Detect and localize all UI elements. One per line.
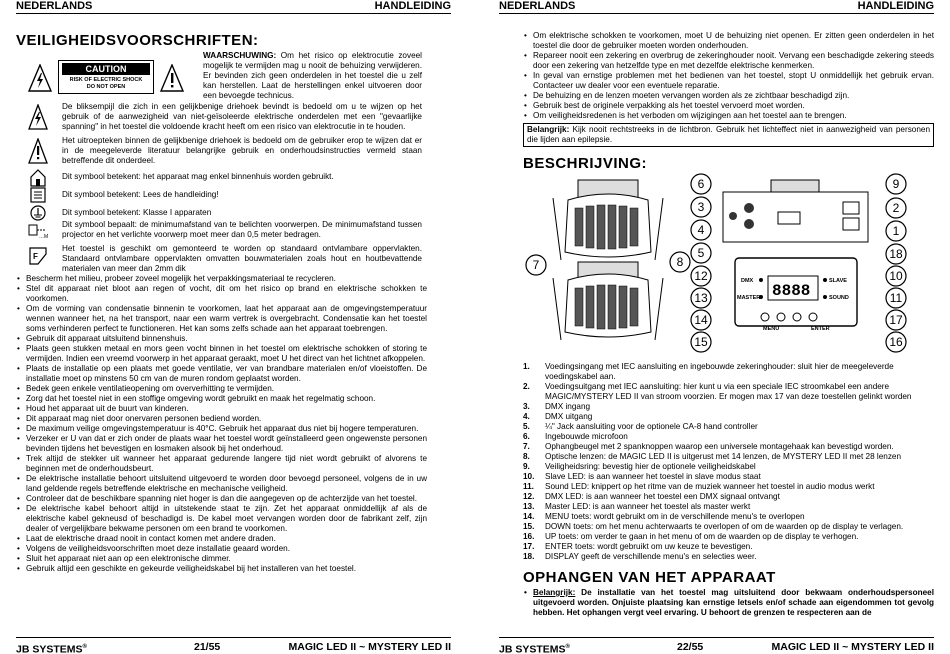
list-item: 8. Optische lenzen: de MAGIC LED II is uitgerust met 14 lenzen, de MYSTERY LED II met 28 lenzen: [523, 452, 902, 461]
flammable-surface-icon: [28, 246, 48, 266]
important-note-box: [523, 123, 934, 147]
page-footer: [16, 637, 451, 653]
symbol-distance-text: Dit symbool bepaalt: de minimumafstand van te belichten voorwerpen. De minimumafstand tussen projector en het verlichte voorwerp moet meer dan 0,5 meter bedragen.: [62, 220, 422, 239]
list-item: • De maximum veilige omgevingstemperatuur is 40°C. Gebruik het apparaat dus niet bij hogere temperaturen.: [16, 424, 427, 434]
list-item: 3. DMX ingang: [523, 402, 591, 411]
list-item: 18. DISPLAY geeft de verschillende menu's en selecties weer.: [523, 552, 757, 561]
svg-text:5: 5: [697, 246, 705, 260]
svg-text:16: 16: [889, 335, 903, 349]
svg-text:10: 10: [889, 269, 903, 283]
list-item: • Houd het apparaat uit de buurt van kinderen.: [16, 404, 427, 414]
list-item: 14. MENU toets: wordt gebruikt om in de verschillende menu's te overlopen: [523, 512, 805, 521]
svg-text:…M: …M: [39, 234, 48, 240]
svg-text:15: 15: [694, 335, 708, 349]
list-item: • In geval van ernstige problemen met het bedienen van het toestel, stopt U onmiddellijk het gebruik ervan. Contacteer uw dealer voor een eventuele reparatie.: [523, 71, 934, 91]
list-item: • Trek altijd de stekker uit wanneer het apparaat gedurende langere tijd niet wordt gebruikt of alvorens te beginnen met de onderhoudsbeurt.: [16, 454, 427, 474]
list-item: 10. Slave LED: is aan wanneer het toestel in slave modus staat: [523, 472, 761, 481]
svg-text:6: 6: [697, 177, 705, 191]
caution-sub-2: DO NOT OPEN: [86, 84, 126, 90]
list-item: 12. DMX LED: is aan wanneer het toestel een DMX signaal ontvangt: [523, 492, 780, 501]
footer-brand: JB SYSTEMS®: [16, 643, 87, 654]
svg-text:11: 11: [889, 291, 903, 305]
panel-master-label: MASTER: [737, 295, 761, 301]
list-item: 5. ¼" Jack aansluiting voor de optionele CA-8 hand controller: [523, 422, 758, 431]
list-item: 11. Sound LED: knippert op het ritme van de muziek wanneer het toestel in audio modus werkt: [523, 482, 875, 491]
fixture-illustration-top: [553, 180, 663, 260]
svg-text:2: 2: [892, 201, 900, 215]
svg-text:4: 4: [697, 223, 705, 237]
lightning-triangle-icon: [28, 104, 48, 130]
list-item: • De elektrische kabel behoort altijd in uitstekende staat te zijn. Zet het apparaat onmiddellijk af als de elektrische kabel gekneusd of beschadigd is. De kabel moet vervangen worden door de fabrikant zelf, zijn dealer of vergelijkbare bekwame personen om een brand te voorkomen.: [16, 504, 427, 534]
caution-label-box: [58, 60, 154, 94]
fixture-illustration-bottom: [553, 262, 663, 340]
list-item: 16. UP toets: om verder te gaan in het menu of om de waarden op de display te verhogen.: [523, 532, 859, 541]
list-item: • Bedek geen enkele ventilatieopening om oververhitting te vermijden.: [16, 384, 427, 394]
panel-slave-label: SLAVE: [829, 278, 847, 284]
caution-label: CAUTION: [62, 63, 150, 75]
page-number: 21/55: [194, 641, 221, 653]
footer-brand: JB SYSTEMS®: [499, 643, 570, 654]
caution-sub-1: RISK OF ELECTRIC SHOCK: [69, 77, 143, 83]
exclamation-paragraph: Het uitroepteken binnen de gelijkbenige driehoek is bedoeld om de gebruiker erop te wijzen dat er in de meegeleverde literatuur belangrijke gebruik en onderhoudsinstructies vermeld staan betreffende dit onderdeel.: [62, 136, 422, 165]
section-title-safety: VEILIGHEIDSVOORSCHRIFTEN:: [16, 32, 259, 49]
svg-text:13: 13: [694, 291, 708, 305]
list-item: • Om de vorming van condensatie binnenin te voorkomen, laat het apparaat aan de omgevingstemperatuur wennen wanneer het, na het transport, naar een warm vertrek is overgebracht. Condensatie kan het toestel soms verhinderen perfect te functioneren. Het kan soms zelfs schade aan het apparaat toebrengen.: [16, 304, 427, 334]
footer-model: MAGIC LED II ~ MYSTERY LED II: [771, 641, 934, 653]
svg-text:14: 14: [694, 313, 708, 327]
svg-text:12: 12: [694, 269, 708, 283]
list-item: 1. Voedingsingang met IEC aansluiting en ingebouwde zekeringhouder: sluit hier de meegeleverde voedingskabel aan.: [523, 362, 894, 381]
list-item: 15. DOWN toets: om het menu achterwaarts te overlopen of om de waarden op de display te verlagen.: [523, 522, 904, 531]
panel-dmx-label: DMX: [741, 278, 754, 284]
list-item: 7. Ophangbeugel met 2 spanknoppen waarop een universele montagehaak kan bevestigd worden.: [523, 442, 894, 451]
svg-text:17: 17: [889, 313, 903, 327]
indoor-house-icon: [30, 169, 46, 187]
list-item: • Zorg dat het toestel niet in een stoffige omgeving wordt gebruikt en maak het regelmatig schoon.: [16, 394, 427, 404]
symbol-mount-text: Het toestel is geschikt om gemonteerd te worden op standaard ontvlambare oppervlakten. Standaard ontvlambare oppervlakten omvatten bouwmaterialen zoals hout en houtbevattende materialen van meer dan 2mm dik: [62, 244, 422, 273]
list-item: • Gebruik dit apparaat uitsluitend binnenshuis.: [16, 334, 427, 344]
list-item: • De behuizing en de lenzen moeten vervangen worden als ze zichtbaar beschadigd zijn.: [523, 91, 934, 101]
important-text: Kijk nooit rechtstreeks in de lichtbron. Gebruik het lichteffect niet in aanwezigheid van personen die lijden aan epilepsie.: [527, 125, 930, 144]
important-label: Belangrijk:: [527, 125, 570, 134]
header-language: NEDERLANDS: [16, 0, 93, 12]
list-item: • Laat de elektrische draad nooit in contact komen met andere draden.: [16, 534, 427, 544]
list-item: • Repareer nooit een zekering en overbrug de zekeringhouder nooit. Vervang een beschadigde zekering steeds door een zekering van hetzelfde type en met dezelfde elektrische kenmerken.: [523, 51, 934, 71]
panel-menu-label: MENU: [763, 326, 780, 332]
warning-text: Om het risico op elektrocutie zoveel mogelijk te vermijden mag u nooit de behuizing verwijderen. Er bevinden zich geen onderdelen in het toestel die u zelf kan herstellen. Laat de herstellingen enkel uitvoeren door een bevoegde technicus.: [203, 51, 422, 100]
list-item: • Controleer dat de beschikbare spanning niet hoger is dan die aangegeven op de achterzijde van het toestel.: [16, 494, 427, 504]
panel-enter-label: ENTER: [811, 326, 830, 332]
section-title-description: BESCHRIJVING:: [523, 155, 648, 172]
lightning-paragraph: De bliksempijl die zich in een gelijkbenige driehoek bevindt is bedoeld om u te wijzen op het gebruik of de aanwezigheid van niet-geïsoleerde elektrische onderdelen met een "gevaarlijke spanning" in het toestel die voldoende kracht heeft om een risico van elektrocutie in te houden.: [62, 102, 422, 131]
parts-list: [523, 362, 934, 562]
header-manual: HANDLEIDING: [857, 0, 934, 12]
min-distance-icon: [28, 222, 48, 240]
list-item: • Volgens de veiligheidsvoorschriften moet deze installatie geaard worden.: [16, 544, 427, 554]
warning-paragraph: [203, 51, 422, 101]
safety-bullet-list: [16, 274, 427, 574]
list-item: • Om veiligheidsredenen is het verboden om wijzigingen aan het toestel aan te brengen.: [523, 111, 934, 121]
svg-text:8: 8: [676, 255, 684, 269]
list-item: • Verzeker er U van dat er zich onder de plaats waar het toestel wordt geïnstalleerd geen ongewenste personen bevinden tijdens het bevestigen en losmaken alsook bij het onderhoud.: [16, 434, 427, 454]
section-title-hanging: OPHANGEN VAN HET APPARAAT: [523, 569, 776, 586]
manual-book-icon: [30, 187, 46, 203]
warning-label: WAARSCHUWING:: [203, 51, 277, 60]
list-item: 9. Veiligheidsring: bevestig hier de optionele veiligheidskabel: [523, 462, 756, 471]
device-diagram: [523, 170, 935, 355]
exclamation-triangle-icon: [160, 64, 184, 92]
page-footer: [499, 637, 934, 653]
list-item: 13. Master LED: is aan wanneer het toestel als master werkt: [523, 502, 751, 511]
list-item: • De elektrische installatie behoort uitsluitend uitgevoerd te worden door bevoegd personeel, volgens de in uw land geldende regels betreffende elektrische en mechanische veiligheid.: [16, 474, 427, 494]
exclamation-triangle-icon: [28, 138, 48, 164]
hanging-bullet-list: [523, 588, 934, 618]
list-item: • Gebruik best de originele verpakking als het toestel vervoerd moet worden.: [523, 101, 934, 111]
list-item: • Bescherm het milieu, probeer zoveel mogelijk het verpakkingsmateriaal te recycleren.: [16, 274, 427, 284]
symbol-class-text: Dit symbool betekent: Klasse I apparaten: [62, 208, 212, 217]
list-item: • Plaats geen stukken metaal en mors geen vocht binnen in het toestel om elektrische schokken of storing te vermijden. Indien een vreemd voorwerp in het apparaat geraakt, moet U het direct van het lichtnet afkoppelen.: [16, 344, 427, 364]
list-item: • Om elektrische schokken te voorkomen, moet U de behuizing niet openen. Er zitten geen onderdelen in het toestel die door de gebruiker moeten worden onderhouden.: [523, 31, 934, 51]
svg-text:3: 3: [697, 200, 705, 214]
svg-text:F: F: [33, 252, 38, 261]
list-item: 2. Voedingsuitgang met IEC aansluiting: hier kunt u via een speciale IEC stroomkabel een andere MAGIC/MYSTERY LED II van stroom voorzien. Er mogen max 17 van deze toestellen gelinkt worden: [523, 382, 912, 401]
symbol-manual-text: Dit symbool betekent: Lees de handleiding!: [62, 190, 219, 199]
class-one-icon: [30, 205, 46, 221]
page-header: [16, 0, 451, 14]
header-language: NEDERLANDS: [499, 0, 576, 12]
list-item: 4. DMX uitgang: [523, 412, 593, 421]
svg-text:9: 9: [892, 177, 900, 191]
svg-text:1: 1: [892, 224, 900, 238]
rear-panel-illustration: [723, 180, 868, 326]
header-manual: HANDLEIDING: [374, 0, 451, 12]
list-item: • Belangrijk: De installatie van het toestel mag uitsluitend door bekwaam onderhoudspersoneel uitgevoerd worden. Onjuiste plaatsing kan ernstige letsels en/of schade aan eigendommen tot gevolg hebben. Het ophangen vergt veel ervaring. U behoort de grenzen te respecteren aan de: [523, 588, 934, 618]
list-item: • Dit apparaat mag niet door onervaren personen bediend worden.: [16, 414, 427, 424]
page-number: 22/55: [677, 641, 704, 653]
list-item: • Plaats de installatie op een plaats met goede ventilatie, ver van brandbare materialen en/of vloeistoffen. De installatie moet op minstens 50 cm van de muren rondom geplaatst worden.: [16, 364, 427, 384]
right-page: [475, 0, 950, 654]
svg-text:7: 7: [532, 258, 540, 272]
list-item: 17. ENTER toets: wordt gebruikt om uw keuze te bevestigen.: [523, 542, 753, 551]
list-item: • Stel dit apparaat niet bloot aan regen of vocht, dit om het risico op brand en elektrische schokken te voorkomen.: [16, 284, 427, 304]
panel-sound-label: SOUND: [829, 295, 849, 301]
footer-model: MAGIC LED II ~ MYSTERY LED II: [288, 641, 451, 653]
panel-display: 8888: [772, 282, 811, 300]
lightning-triangle-icon: [28, 64, 52, 92]
list-item: • Gebruik altijd een geschikte en gekeurde veiligheidskabel bij het installeren van het toestel.: [16, 564, 427, 574]
svg-text:18: 18: [889, 247, 903, 261]
symbol-indoor-text: Dit symbool betekent: het apparaat mag enkel binnenhuis worden gebruikt.: [62, 172, 334, 181]
page-header: [499, 0, 934, 14]
safety-bullet-list-cont: [523, 31, 934, 121]
list-item: • Sluit het apparaat niet aan op een elektronische dimmer.: [16, 554, 427, 564]
list-item: 6. Ingebouwde microfoon: [523, 432, 628, 441]
